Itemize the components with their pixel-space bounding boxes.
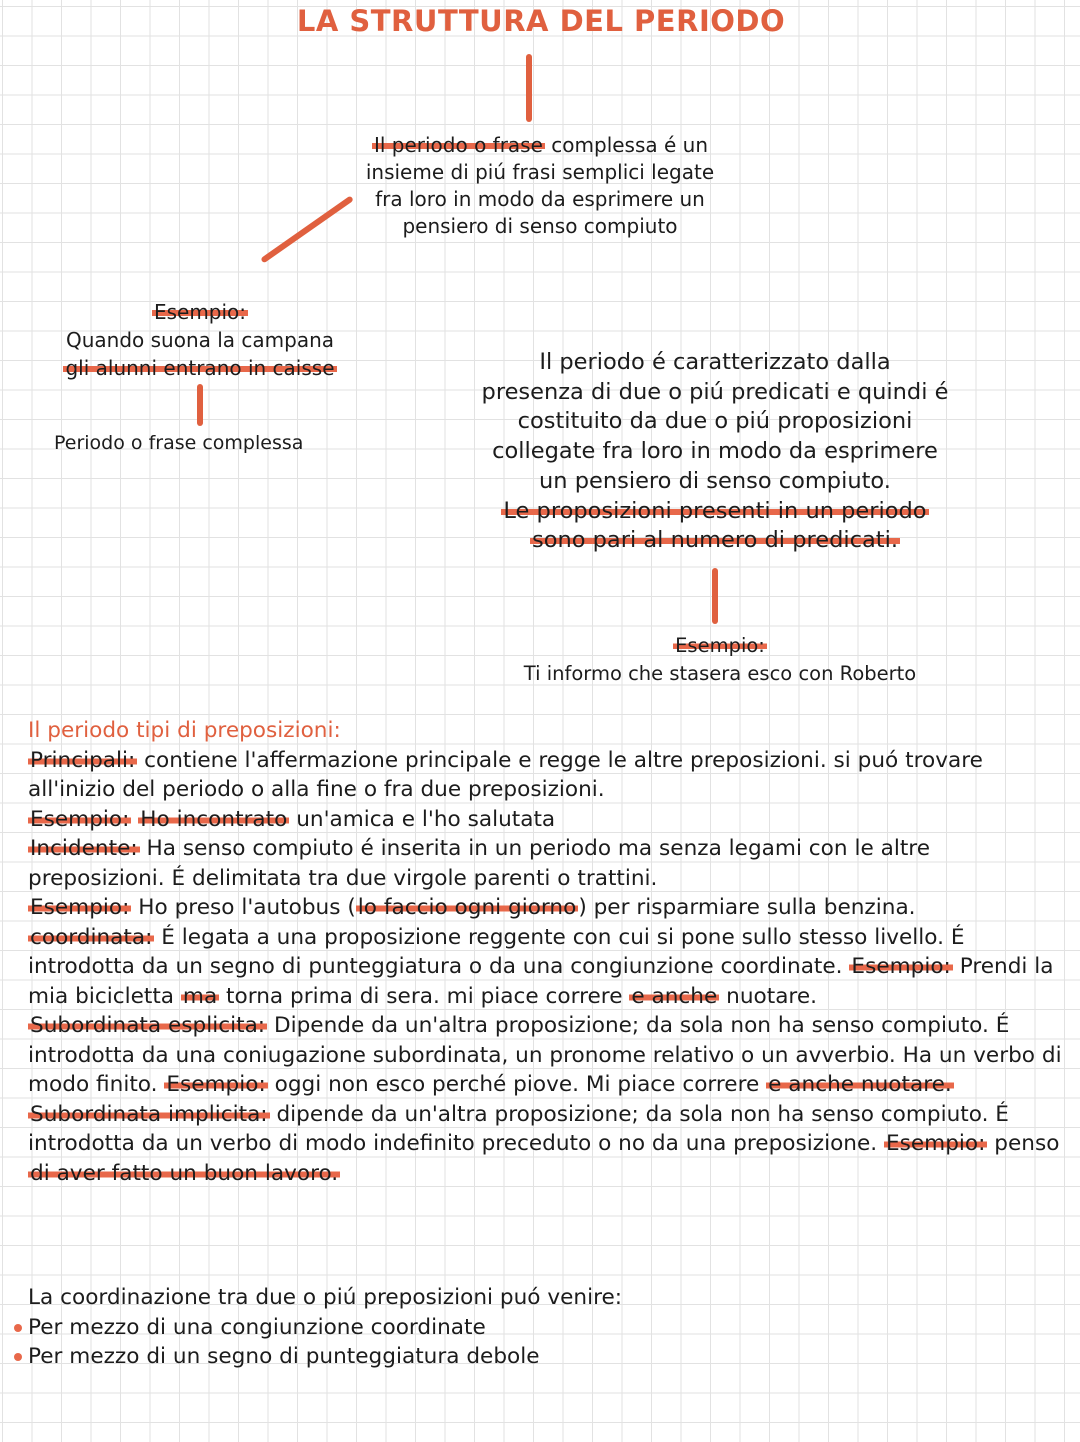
principali-example xyxy=(28,805,1068,835)
esplicita-example-a: oggi non esco perché piove. Mi piace correre xyxy=(267,1072,767,1097)
characteristics-line4: collegate fra loro in modo da esprimere xyxy=(492,438,938,465)
coordination-item xyxy=(28,1342,1068,1372)
coordinata-example-a: Prendi la mia bicicletta xyxy=(28,954,1054,1009)
characteristics-line1: Il periodo é caratterizzato dalla xyxy=(539,349,891,375)
esplicita-example-label: Esempio: xyxy=(166,1072,266,1097)
coordination-section xyxy=(28,1283,1068,1372)
type-incidente xyxy=(28,834,1068,893)
coordinata-example-c: nuotare. xyxy=(719,983,817,1009)
incidente-example xyxy=(28,893,1068,923)
connector-example-result xyxy=(197,384,203,426)
characteristics-line6: Le proposizioni presenti in un periodo xyxy=(503,497,927,524)
coordinata-example-b: torna prima di sera. mi piace correre xyxy=(219,983,630,1009)
types-heading: Il periodo tipi di preposizioni: xyxy=(28,718,341,743)
bullet-dot-icon xyxy=(14,1324,22,1332)
coordinata-example-highlight-2: e anche xyxy=(631,983,718,1009)
esplicita-label: Subordinata esplicita: xyxy=(30,1013,266,1038)
coordinata-label: coordinata: xyxy=(30,924,153,950)
coordination-intro: La coordinazione tra due o piú preposizioni puó venire: xyxy=(28,1285,623,1310)
implicita-example-a: penso xyxy=(987,1131,1060,1156)
type-subordinata-implicita xyxy=(28,1100,1068,1189)
type-subordinata-esplicita xyxy=(28,1011,1068,1100)
page-title: LA STRUTTURA DEL PERIODO xyxy=(296,4,786,38)
definition-line1-rest: complessa é un xyxy=(544,133,709,157)
type-principali xyxy=(28,746,1068,805)
definition-line2: insieme di piú frasi semplici legate xyxy=(365,160,715,184)
example-1-line1: Quando suona la campana xyxy=(65,328,335,352)
definition-highlight: Il periodo o frase xyxy=(373,133,543,157)
implicita-example-label: Esempio: xyxy=(886,1131,986,1156)
implicita-example-highlight: di aver fatto un buon lavoro. xyxy=(30,1160,339,1186)
incidente-example-b: ) per risparmiare sulla benzina. xyxy=(578,895,916,920)
incidente-example-highlight: lo faccio ogni giorno xyxy=(357,895,577,920)
implicita-label: Subordinata implicita: xyxy=(30,1101,268,1127)
example-1-block xyxy=(40,298,360,382)
incidente-text: Ha senso compiuto é inserita in un periodo ma senza legami con le altre preposizioni. É delimitata tra due virgole parenti o trattini. xyxy=(28,836,930,891)
esplicita-example-highlight: e anche nuotare. xyxy=(768,1072,952,1097)
principali-example-highlight: Ho incontrato xyxy=(140,806,288,832)
principali-label: Principali: xyxy=(30,747,136,773)
incidente-label: Incidente: xyxy=(30,836,138,861)
esplicita-text: Dipende da un'altra proposizione; da sola non ha senso compiuto. É introdotta da una coniugazione subordinata, un pronome relativo o un avverbio. Ha un verbo di modo finito. xyxy=(28,1013,1062,1097)
coordinata-text: É legata a una proposizione reggente con cui si pone sullo stesso livello. É introdotta da un segno di punteggiatura o da una congiunzione coordinate. xyxy=(28,924,965,979)
coordination-item-text: Per mezzo di un segno di punteggiatura debole xyxy=(28,1344,540,1369)
characteristics-line2: presenza di due o piú predicati e quindi é xyxy=(481,378,949,405)
characteristics-block xyxy=(450,348,980,556)
characteristics-line5: un pensiero di senso compiuto. xyxy=(539,467,891,494)
coordinata-example-highlight: ma xyxy=(182,983,218,1009)
definition-block xyxy=(340,132,740,240)
connector-characteristics-example xyxy=(712,568,718,624)
definition-line4: pensiero di senso compiuto xyxy=(402,214,678,238)
example-2-block xyxy=(470,632,970,688)
coordination-item-text: Per mezzo di una congiunzione coordinate xyxy=(28,1314,486,1340)
example-2-label: Esempio: xyxy=(675,634,765,657)
connector-title-definition xyxy=(526,54,532,122)
example-1-label: Esempio: xyxy=(153,300,247,324)
types-section xyxy=(28,716,1068,1188)
principali-example-rest: un'amica e l'ho salutata xyxy=(289,806,556,832)
characteristics-line7: sono pari al numero di predicati. xyxy=(531,527,899,554)
coordination-item xyxy=(28,1313,1068,1343)
principali-example-label: Esempio: xyxy=(30,806,130,832)
characteristics-line3: costituito da due o piú proposizioni xyxy=(517,408,913,435)
incidente-example-label: Esempio: xyxy=(30,895,130,920)
incidente-example-a: Ho preso l'autobus ( xyxy=(131,895,356,920)
example-1-result: Periodo o frase complessa xyxy=(54,432,304,454)
implicita-text: dipende da un'altra proposizione; da sola non ha senso compiuto. É introdotta da un verbo di modo indefinito preceduto o no da una preposizione. xyxy=(28,1101,1009,1156)
example-2-text: Ti informo che stasera esco con Roberto xyxy=(523,662,917,685)
coordinata-example-label: Esempio: xyxy=(851,954,951,979)
bullet-dot-icon xyxy=(14,1353,22,1361)
example-1-line2: gli alunni entrano in caisse xyxy=(65,356,335,380)
definition-line3: fra loro in modo da esprimere un xyxy=(375,187,705,211)
type-coordinata xyxy=(28,923,1068,1012)
principali-text: contiene l'affermazione principale e regge le altre preposizioni. si puó trovare all'inizio del periodo o alla fine o fra due preposizioni. xyxy=(28,747,983,802)
